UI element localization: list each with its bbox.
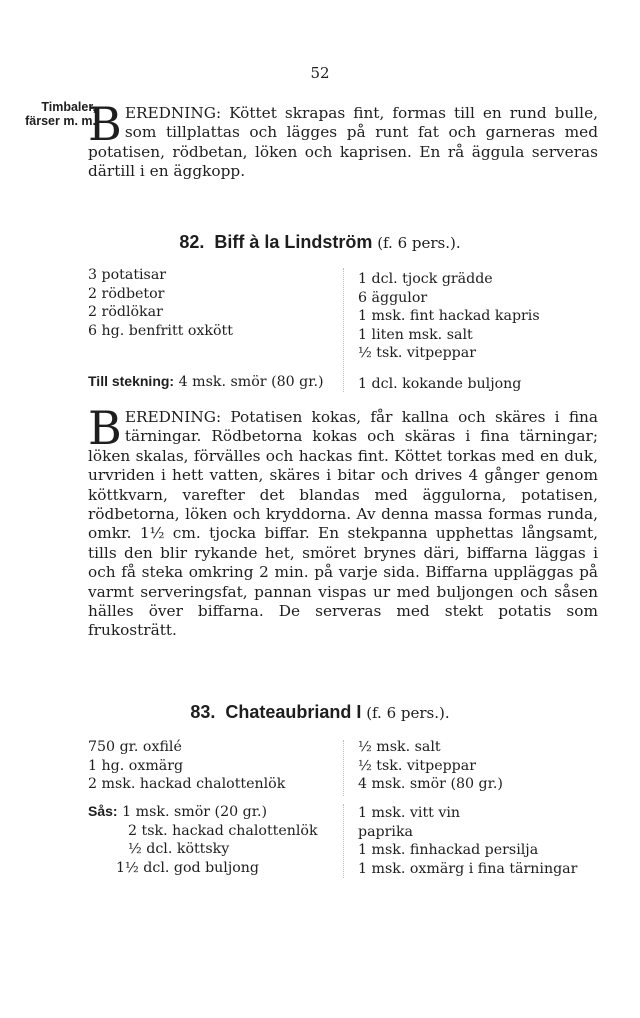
ingredient: 2 msk. hackad chalottenlök <box>88 776 286 793</box>
ingredient: 1 msk. oxmärg i fina tärningar <box>358 860 578 877</box>
ingredient: 1½ dcl. god buljong <box>116 859 260 876</box>
dropcap: B <box>88 401 122 455</box>
ingredient: ½ msk. salt <box>358 739 441 755</box>
margin-note-line: färser m. m. <box>25 114 96 128</box>
column-divider <box>343 268 344 392</box>
ingredient: 4 msk. smör (80 gr.) <box>358 776 503 793</box>
recipe-82-ingredients-right <box>358 270 540 363</box>
ingredient: 1 liten msk. salt <box>358 326 473 343</box>
ingredient: 6 äggulor <box>358 289 428 306</box>
ingredient: 1 dcl. tjock grädde <box>358 271 493 287</box>
ingredient: 2 tsk. hackad chalottenlök <box>128 822 318 839</box>
recipe-82-method <box>88 401 598 641</box>
margin-note-line: Timbaler, <box>41 100 96 114</box>
recipe-83-ingredients-left <box>88 738 285 794</box>
recipe-title: Chateaubriand I <box>225 702 362 722</box>
recipe-servings: (f. 6 pers.). <box>366 704 450 722</box>
recipe-83-sauce-left <box>88 802 318 877</box>
frying-label: Till stekning: <box>88 373 175 389</box>
column-divider <box>343 804 344 878</box>
ingredient: 6 hg. benfritt oxkött <box>88 322 233 339</box>
ingredient: 1 msk. finhackad persilja <box>358 842 539 859</box>
recipe-servings: (f. 6 pers.). <box>377 234 461 252</box>
ingredient: 3 potatisar <box>88 267 167 283</box>
ingredient: 1 msk. vitt vin <box>358 805 461 821</box>
ingredient: paprika <box>358 823 413 840</box>
intro-text: EREDNING: Köttet skrapas fint, formas till en rund bulle, som tillplattas och lägges på runt fat och garneras med potatisen, rödbetan, löken och kaprisen. En rå äggula serveras därtill i en äggkopp. <box>88 104 598 181</box>
method-text: EREDNING: Potatisen kokas, får kallna och skäres i fina tärningar. Rödbetorna kokas och skäras i fina tärningar; löken skalas, förvälles och hackas fint. Köttet torkas med en duk, urvriden i hett vatten, skäres i bitar och drives 4 gånger genom köttkvarn, varefter det blandas med äggulorna, potatisen, rödbetorna, löken och kryddorna. Av denna massa formas runda, omkr. 1½ cm. tjocka biffar. En stekpanna upphettas långsamt, tills den blir rykande het, smöret brynes däri, biffarna läggas i och få steka omkring 2 min. på varje sida. Biffarna uppläggas på varmt serveringsfat, pannan vispas ur med buljongen och såsen hälles över biffarna. De serveras med stekt potatis som frukosträtt. <box>88 408 598 640</box>
margin-note <box>10 100 96 128</box>
ingredient: ½ dcl. köttsky <box>128 841 230 858</box>
recipe-82-ingredients-left <box>88 266 233 340</box>
ingredient: 2 rödbetor <box>88 285 165 302</box>
ingredient: 750 gr. oxfilé <box>88 739 182 755</box>
ingredient: 2 rödlökar <box>88 304 163 321</box>
recipe-82-frying-left <box>88 372 324 392</box>
recipe-number: 82. <box>179 232 205 252</box>
recipe-82-frying-right <box>358 375 521 394</box>
recipe-number: 83. <box>190 702 216 722</box>
ingredient: 1 msk. smör (20 gr.) <box>122 804 267 820</box>
page-number: 52 <box>310 64 330 82</box>
ingredient: 1 dcl. kokande buljong <box>358 376 522 392</box>
dropcap: B <box>88 97 122 151</box>
sauce-label: Sås: <box>88 803 118 819</box>
ingredient: ½ tsk. vitpeppar <box>358 757 476 774</box>
ingredient: 1 hg. oxmärg <box>88 757 184 774</box>
recipe-83-ingredients-right <box>358 738 503 794</box>
recipe-82-heading <box>0 232 640 253</box>
recipe-83-sauce-right <box>358 804 577 878</box>
intro-paragraph <box>88 97 598 182</box>
column-divider <box>343 740 344 796</box>
ingredient: ½ tsk. vitpeppar <box>358 345 476 362</box>
ingredient: 1 msk. fint hackad kapris <box>358 308 540 325</box>
recipe-83-heading <box>0 702 640 723</box>
ingredient: 4 msk. smör (80 gr.) <box>178 374 324 390</box>
recipe-title: Biff à la Lindström <box>214 232 373 252</box>
